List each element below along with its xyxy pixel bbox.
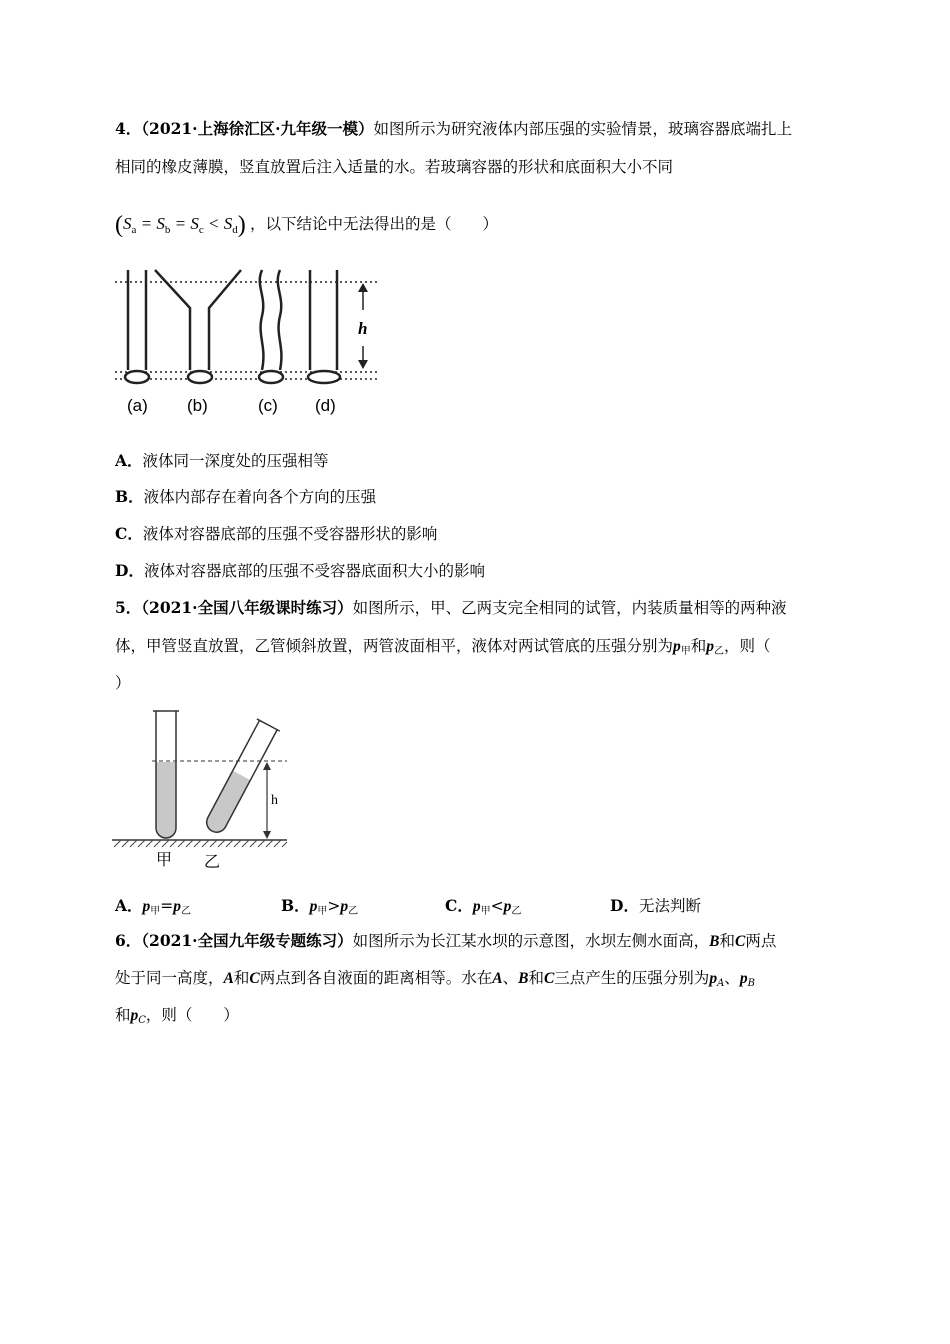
q4-option-a: A．液体同一深度处的压强相等	[115, 451, 329, 470]
q4-text-2: 相同的橡皮薄膜，竖直放置后注入适量的水。若玻璃容器的形状和底面积大小不同	[115, 158, 674, 176]
container-a	[125, 270, 149, 383]
tube-jia	[153, 711, 179, 838]
q6-line2: 处于同一高度，A和C两点到各自液面的距离相等。水在A、B和C三点产生的压强分别为$p_A$、$p_B$	[115, 969, 755, 989]
q6-source: （2021·全国九年级专题练习）	[141, 931, 353, 950]
q4-number: 4．	[115, 119, 142, 138]
label-b: (b)	[187, 396, 208, 415]
q4-option-d: D．液体对容器底部的压强不受容器底面积大小的影响	[115, 561, 485, 580]
q5-line1	[115, 598, 787, 618]
q4-line2	[115, 157, 673, 177]
q5-text-1: 如图所示，甲、乙两支完全相同的试管，内装质量相等的两种液	[352, 599, 787, 617]
q5-option-c: C．$p_甲<p_乙$	[445, 896, 522, 917]
label-jia: 甲	[156, 850, 173, 869]
q4-line3	[115, 214, 498, 240]
q5-text-2a: 体，甲管竖直放置，乙管倾斜放置，两管波面相平，液体对两试管底的压强分别为	[115, 637, 674, 655]
q5-line3: ）	[115, 674, 131, 692]
q5-number: 5．	[115, 598, 142, 617]
container-d	[308, 270, 340, 383]
q5-source: （2021·全国八年级课时练习）	[141, 598, 353, 617]
q5-option-a: A．$p_甲=p_乙$	[115, 896, 192, 917]
q5-option-d: D．无法判断	[610, 896, 701, 915]
label-a: (a)	[127, 396, 148, 415]
container-c	[259, 270, 283, 383]
q4-h-label: h	[358, 319, 368, 338]
q6-line3: 和$p_C$，则（ ）	[115, 1006, 239, 1026]
ground-hatching	[114, 840, 287, 847]
q4-containers-figure	[115, 266, 385, 416]
tube-yi	[201, 719, 280, 837]
q4-text-1: 如图所示为研究液体内部压强的实验情景，玻璃容器底端扎上	[373, 120, 792, 138]
q4-option-b: B．液体内部存在着向各个方向的压强	[115, 487, 377, 506]
q6-line1: 6．（2021·全国九年级专题练习）如图所示为长江某水坝的示意图，水坝左侧水面高，B和C两点	[115, 931, 777, 950]
q5-h-label: h	[271, 793, 278, 808]
q6-number: 6．	[115, 931, 142, 950]
q4-source: （2021·上海徐汇区·九年级一模）	[141, 119, 374, 138]
container-b	[155, 270, 241, 383]
label-yi: 乙	[204, 852, 221, 871]
label-c: (c)	[258, 396, 278, 415]
q5-option-b: B．$p_甲>p_乙$	[281, 896, 359, 917]
q5-testtubes-figure	[112, 705, 292, 875]
q4-option-c: C．液体对容器底部的压强不受容器形状的影响	[115, 524, 438, 543]
q4-text-3: ，以下结论中无法得出的是（ ）	[249, 215, 498, 233]
q4-area-formula: $(S_a = S_b = S_c < S_d)$	[115, 212, 246, 238]
label-d: (d)	[315, 396, 336, 415]
q4-line1	[115, 119, 792, 139]
q5-line2: 体，甲管竖直放置，乙管倾斜放置，两管波面相平，液体对两试管底的压强分别为$p_甲$和$p_乙$，则（	[115, 637, 771, 657]
